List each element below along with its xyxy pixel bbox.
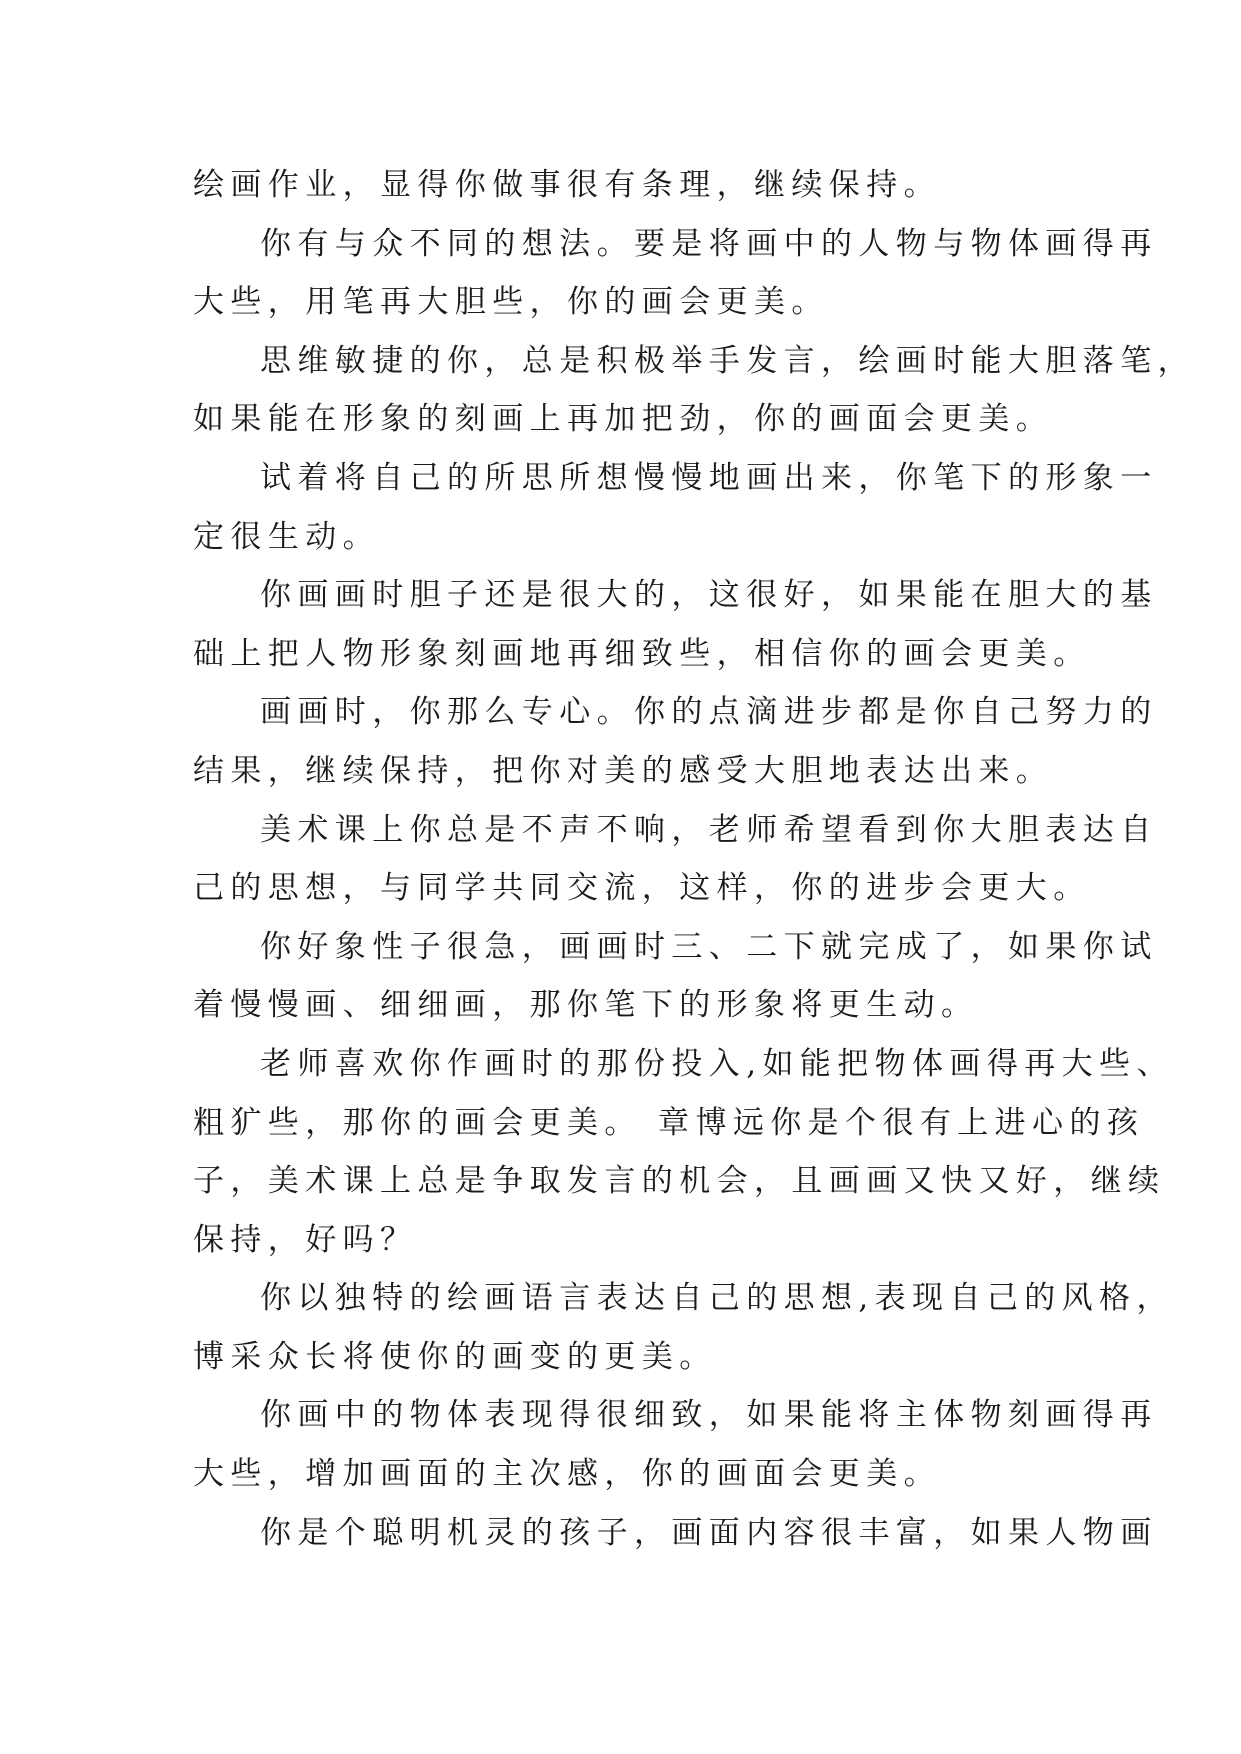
text-line: 老师喜欢你作画时的那份投入,如能把物体画得再大些、 [260, 1045, 1174, 1082]
text-line: 如果能在形象的刻画上再加把劲，你的画面会更美。 [193, 401, 1054, 438]
text-line: 定很生动。 [193, 518, 380, 555]
text-line: 你好象性子很急，画画时三、二下就完成了，如果你试 [260, 928, 1158, 965]
text-line: 础上把人物形象刻画地再细致些，相信你的画会更美。 [193, 635, 1091, 672]
text-line: 己的思想，与同学共同交流，这样，你的进步会更大。 [193, 870, 1091, 907]
text-line: 你有与众不同的想法。要是将画中的人物与物体画得再 [260, 225, 1158, 262]
text-line: 试着将自己的所思所想慢慢地画出来，你笔下的形象一 [260, 459, 1158, 496]
text-line: 结果，继续保持，把你对美的感受大胆地表达出来。 [193, 752, 1054, 789]
text-line: 粗犷些，那你的画会更美。 章博远你是个很有上进心的孩 [193, 1104, 1145, 1141]
text-line: 你以独特的绘画语言表达自己的思想,表现自己的风格， [260, 1280, 1174, 1317]
text-line: 保持，好吗？ [193, 1221, 418, 1258]
text-line: 你画画时胆子还是很大的，这很好，如果能在胆大的基 [260, 577, 1158, 614]
text-line: 着慢慢画、细细画，那你笔下的形象将更生动。 [193, 987, 979, 1024]
text-line: 大些，用笔再大胆些，你的画会更美。 [193, 284, 829, 321]
text-line: 大些，增加画面的主次感，你的画面会更美。 [193, 1456, 941, 1493]
document-body [193, 165, 1195, 1571]
text-line: 思维敏捷的你，总是积极举手发言，绘画时能大胆落笔， [260, 342, 1195, 379]
text-line: 美术课上你总是不声不响，老师希望看到你大胆表达自 [260, 811, 1158, 848]
text-line: 画画时，你那么专心。你的点滴进步都是你自己努力的 [260, 694, 1158, 731]
text-line: 绘画作业，显得你做事很有条理，继续保持。 [193, 167, 941, 203]
text-line: 子，美术课上总是争取发言的机会，且画画又快又好，继续 [193, 1163, 1166, 1200]
text-line: 你是个聪明机灵的孩子，画面内容很丰富，如果人物画 [260, 1514, 1158, 1551]
text-line: 博采众长将使你的画变的更美。 [193, 1338, 717, 1375]
text-line: 你画中的物体表现得很细致，如果能将主体物刻画得再 [260, 1397, 1158, 1434]
